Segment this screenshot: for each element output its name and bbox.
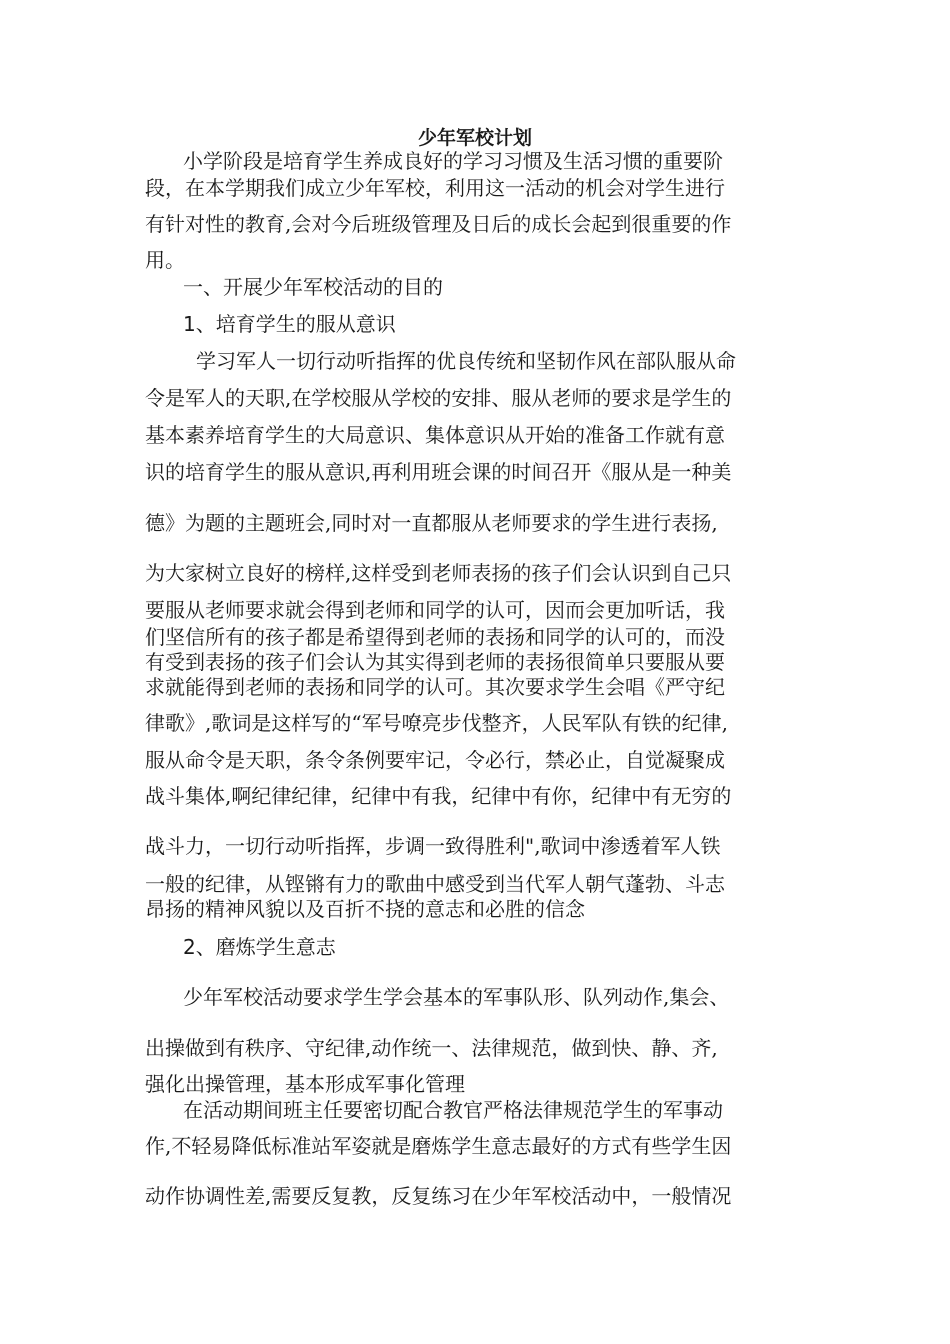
paragraph-line: 出操做到有秩序、守纪律,动作统一、法律规范，做到快、静、齐, bbox=[145, 1036, 718, 1060]
paragraph-line: 用。 bbox=[145, 248, 185, 272]
paragraph-line: 强化出操管理，基本形成军事化管理 bbox=[145, 1072, 465, 1096]
paragraph-line: 律歌》,歌词是这样写的“军号嘹亮步伐整齐，人民军队有铁的纪律, bbox=[145, 711, 728, 735]
paragraph-line: 们坚信所有的孩子都是希望得到老师的表扬和同学的认可的，而没 bbox=[145, 625, 725, 649]
subsection-heading: 2、磨炼学生意志 bbox=[183, 935, 336, 959]
paragraph-line: 学习军人一切行动听指挥的优良传统和坚韧作风在部队服从命 bbox=[196, 349, 736, 373]
paragraph-line: 服从命令是天职，条令条例要牢记，令必行，禁必止，自觉凝聚成 bbox=[145, 748, 725, 772]
paragraph-line: 令是军人的天职,在学校服从学校的安排、服从老师的要求是学生的 bbox=[145, 386, 732, 410]
paragraph-line: 要服从老师要求就会得到老师和同学的认可，因而会更加听话，我 bbox=[145, 598, 725, 622]
paragraph-line: 识的培育学生的服从意识,再利用班会课的时间召开《服从是一种美 bbox=[145, 460, 732, 484]
section-heading: 一、开展少年军校活动的目的 bbox=[183, 275, 443, 299]
paragraph-line: 为大家树立良好的榜样,这样受到老师表扬的孩子们会认识到自己只 bbox=[145, 561, 732, 585]
paragraph-line: 一般的纪律，从铿锵有力的歌曲中感受到当代军人朝气蓬勃、斗志 bbox=[145, 872, 725, 896]
paragraph-line: 段，在本学期我们成立少年军校，利用这一活动的机会对学生进行 bbox=[145, 176, 725, 200]
paragraph-line: 基本素养培育学生的大局意识、集体意识从开始的准备工作就有意 bbox=[145, 423, 725, 447]
paragraph-line: 有受到表扬的孩子们会认为其实得到老师的表扬很简单只要服从要 bbox=[145, 650, 725, 674]
paragraph-line: 有针对性的教育,会对今后班级管理及日后的成长会起到很重要的作 bbox=[145, 212, 732, 236]
paragraph-line: 战斗力，一切行动听指挥，步调一致得胜利",歌词中渗透着军人铁 bbox=[145, 834, 721, 858]
paragraph-line: 少年军校活动要求学生学会基本的军事队形、队列动作,集会、 bbox=[183, 985, 730, 1009]
document-title: 少年军校计划 bbox=[417, 127, 532, 149]
paragraph-line: 在活动期间班主任要密切配合教官严格法律规范学生的军事动 bbox=[183, 1098, 723, 1122]
paragraph-line: 战斗集体,啊纪律纪律，纪律中有我，纪律中有你，纪律中有无穷的 bbox=[145, 784, 732, 808]
paragraph-line: 小学阶段是培育学生养成良好的学习习惯及生活习惯的重要阶 bbox=[183, 149, 723, 173]
paragraph-line: 昂扬的精神风貌以及百折不挠的意志和必胜的信念 bbox=[145, 897, 585, 921]
subsection-heading: 1、培育学生的服从意识 bbox=[183, 312, 396, 336]
paragraph-line: 动作协调性差,需要反复教，反复练习在少年军校活动中，一般情况 bbox=[145, 1184, 732, 1208]
paragraph-line: 德》为题的主题班会,同时对一直都服从老师要求的学生进行表扬, bbox=[145, 511, 718, 535]
paragraph-line: 求就能得到老师的表扬和同学的认可。其次要求学生会唱《严守纪 bbox=[145, 675, 725, 699]
paragraph-line: 作,不轻易降低标准站军姿就是磨炼学生意志最好的方式有些学生因 bbox=[145, 1134, 732, 1158]
